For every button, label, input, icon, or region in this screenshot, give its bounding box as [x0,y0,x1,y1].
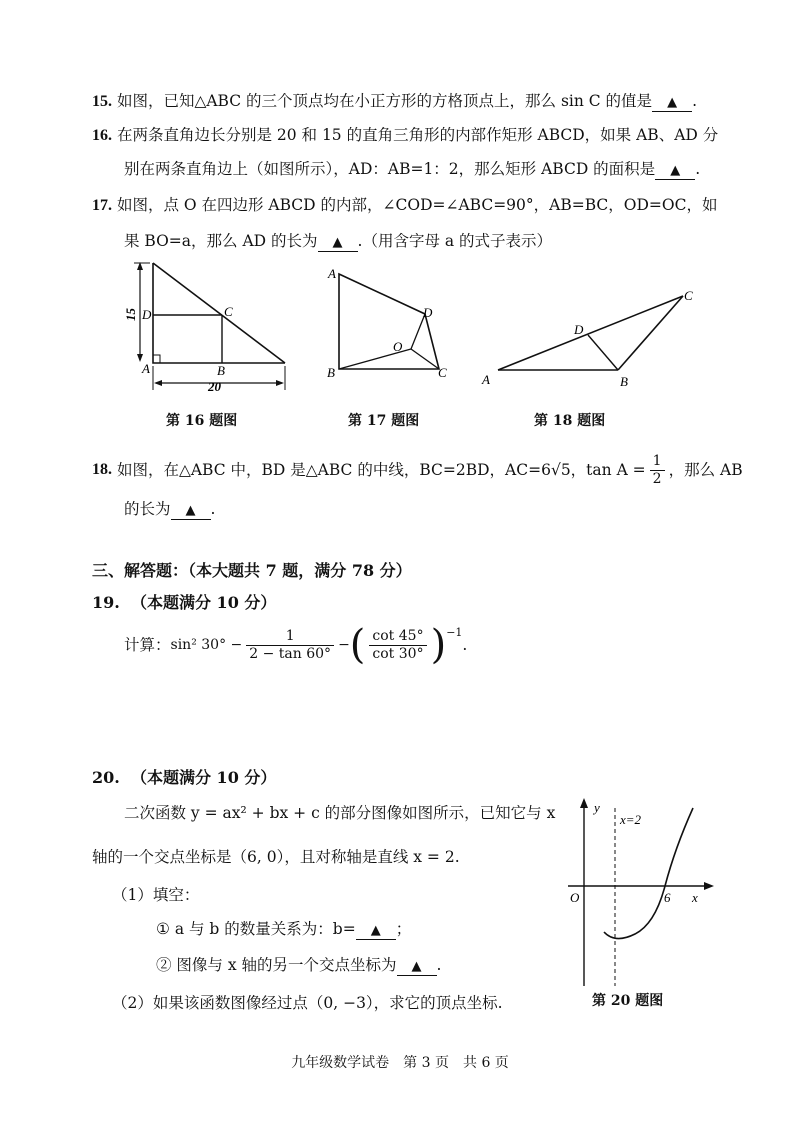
label-15: 15 [123,308,138,321]
punct: . [462,636,468,654]
question-18-line-1 [92,452,743,488]
question-text: 如图，已知△ABC 的三个顶点均在小正方形的方格顶点上，那么 sin C 的值是 [116,92,653,110]
question-text: 如图，点 O 在四边形 ABCD 的内部，∠COD=∠ABC=90°，AB=BC，OD=OC，如 [116,196,718,214]
label-D: D [142,307,152,322]
question-18-line-2 [124,498,215,520]
numerator: cot 45° [369,628,426,646]
label-O: O [393,339,403,354]
exponent: −1 [446,626,463,639]
answer-blank[interactable]: ▲ [318,235,358,252]
punct: . [436,956,442,974]
page-footer: 九年级数学试卷 第 3 页 共 6 页 [291,1055,509,1071]
answer-blank[interactable]: ▲ [652,95,692,112]
punct: . [692,92,697,110]
label-origin: O [570,890,580,905]
question-17-line-2 [124,230,552,252]
question-text: 在两条直角边长分别是 20 和 15 的直角三角形的内部作矩形 ABCD，如果 AB、AD 分 [116,126,719,144]
numerator: 1 [650,453,665,471]
question-score: （本题满分 10 分） [130,768,277,787]
label-D: D [423,305,433,320]
minus-sign: − [338,637,350,653]
figure-18 [478,286,698,391]
label-D: D [574,322,584,337]
question-20-header [92,765,276,788]
right-paren: ) [430,622,447,668]
question-text: ① a 与 b 的数量关系为：b= [156,920,356,938]
question-20-sub-2 [156,954,441,976]
fraction-1-over-2-minus-tan60 [246,628,334,663]
punct: . [695,160,701,178]
label-C: C [224,304,233,319]
question-text: ② 图像与 x 轴的另一个交点坐标为 [156,956,397,974]
label-C: C [438,365,447,380]
answer-blank[interactable]: ▲ [397,959,437,976]
expression-prefix: 计算： [124,636,171,654]
question-20-line-1: 二次函数 y = ax² + bx + c 的部分图像如图所示，已知它与 x [124,804,556,822]
label-C: C [684,288,693,303]
punct: . [210,500,216,518]
answer-blank[interactable]: ▲ [655,163,695,180]
question-17-line-1 [92,194,717,217]
question-text: 如图，在△ABC 中，BD 是△ABC 的中线，BC=2BD，AC=6√5，tan A = [116,461,646,479]
denominator: 2 [652,470,662,487]
fraction-one-half [650,453,665,488]
figure-18-caption: 第 18 题图 [534,413,606,429]
figure-16 [120,258,300,398]
question-19-header [92,590,276,613]
label-B: B [620,374,628,389]
question-20-part-1: （1）填空： [112,886,200,904]
question-16-line-2 [124,158,700,180]
question-number: 18. [92,461,112,478]
figure-17-caption: 第 17 题图 [348,413,420,429]
label-six: 6 [664,890,671,905]
question-number: 15. [92,93,112,110]
label-20: 20 [208,379,221,394]
denominator: 2 − tan 60° [249,645,332,662]
question-20-part-2: （2）如果该函数图像经过点（0, −3），求它的顶点坐标. [112,994,503,1012]
question-number: 17. [92,197,112,214]
question-text: .（用含字母 a 的式子表示） [357,232,553,250]
left-paren: ( [349,622,366,668]
denominator: cot 30° [372,645,424,662]
fraction-cot45-over-cot30 [369,628,426,663]
label-A: A [142,361,150,376]
label-x: x [692,890,698,905]
question-number: 16. [92,127,112,144]
question-15 [92,90,697,113]
question-text: 果 BO=a，那么 AD 的长为 [124,232,318,250]
numerator: 1 [246,628,334,646]
question-text: 的长为 [124,500,171,518]
label-y: y [594,800,600,815]
section-3-title: 三、解答题：（本大题共 7 题，满分 78 分） [92,561,412,580]
question-20-line-2: 轴的一个交点坐标是（6, 0），且对称轴是直线 x = 2. [92,848,460,866]
label-A: A [328,266,336,281]
figure-17 [322,262,462,387]
answer-blank[interactable]: ▲ [356,923,396,940]
question-number: 19. [92,593,120,612]
question-text: 别在两条直角边上（如图所示），AD：AB=1：2，那么矩形 ABCD 的面积是 [124,160,656,178]
question-16-line-1 [92,124,718,147]
term-sin-squared: sin² 30° − [170,637,243,653]
figure-20 [560,794,720,990]
question-number: 20. [92,768,120,787]
answer-blank[interactable]: ▲ [171,503,211,520]
punct: ； [395,920,412,938]
figure-20-caption: 第 20 题图 [592,993,664,1009]
question-score: （本题满分 10 分） [130,593,277,612]
label-symmetry-axis: x=2 [620,812,642,827]
question-19-expression [124,620,467,670]
question-20-sub-1 [156,918,411,940]
label-B: B [327,365,335,380]
label-A: A [482,372,490,387]
question-text: ，那么 AB [668,461,743,479]
label-B: B [217,363,225,378]
figure-16-caption: 第 16 题图 [166,413,238,429]
